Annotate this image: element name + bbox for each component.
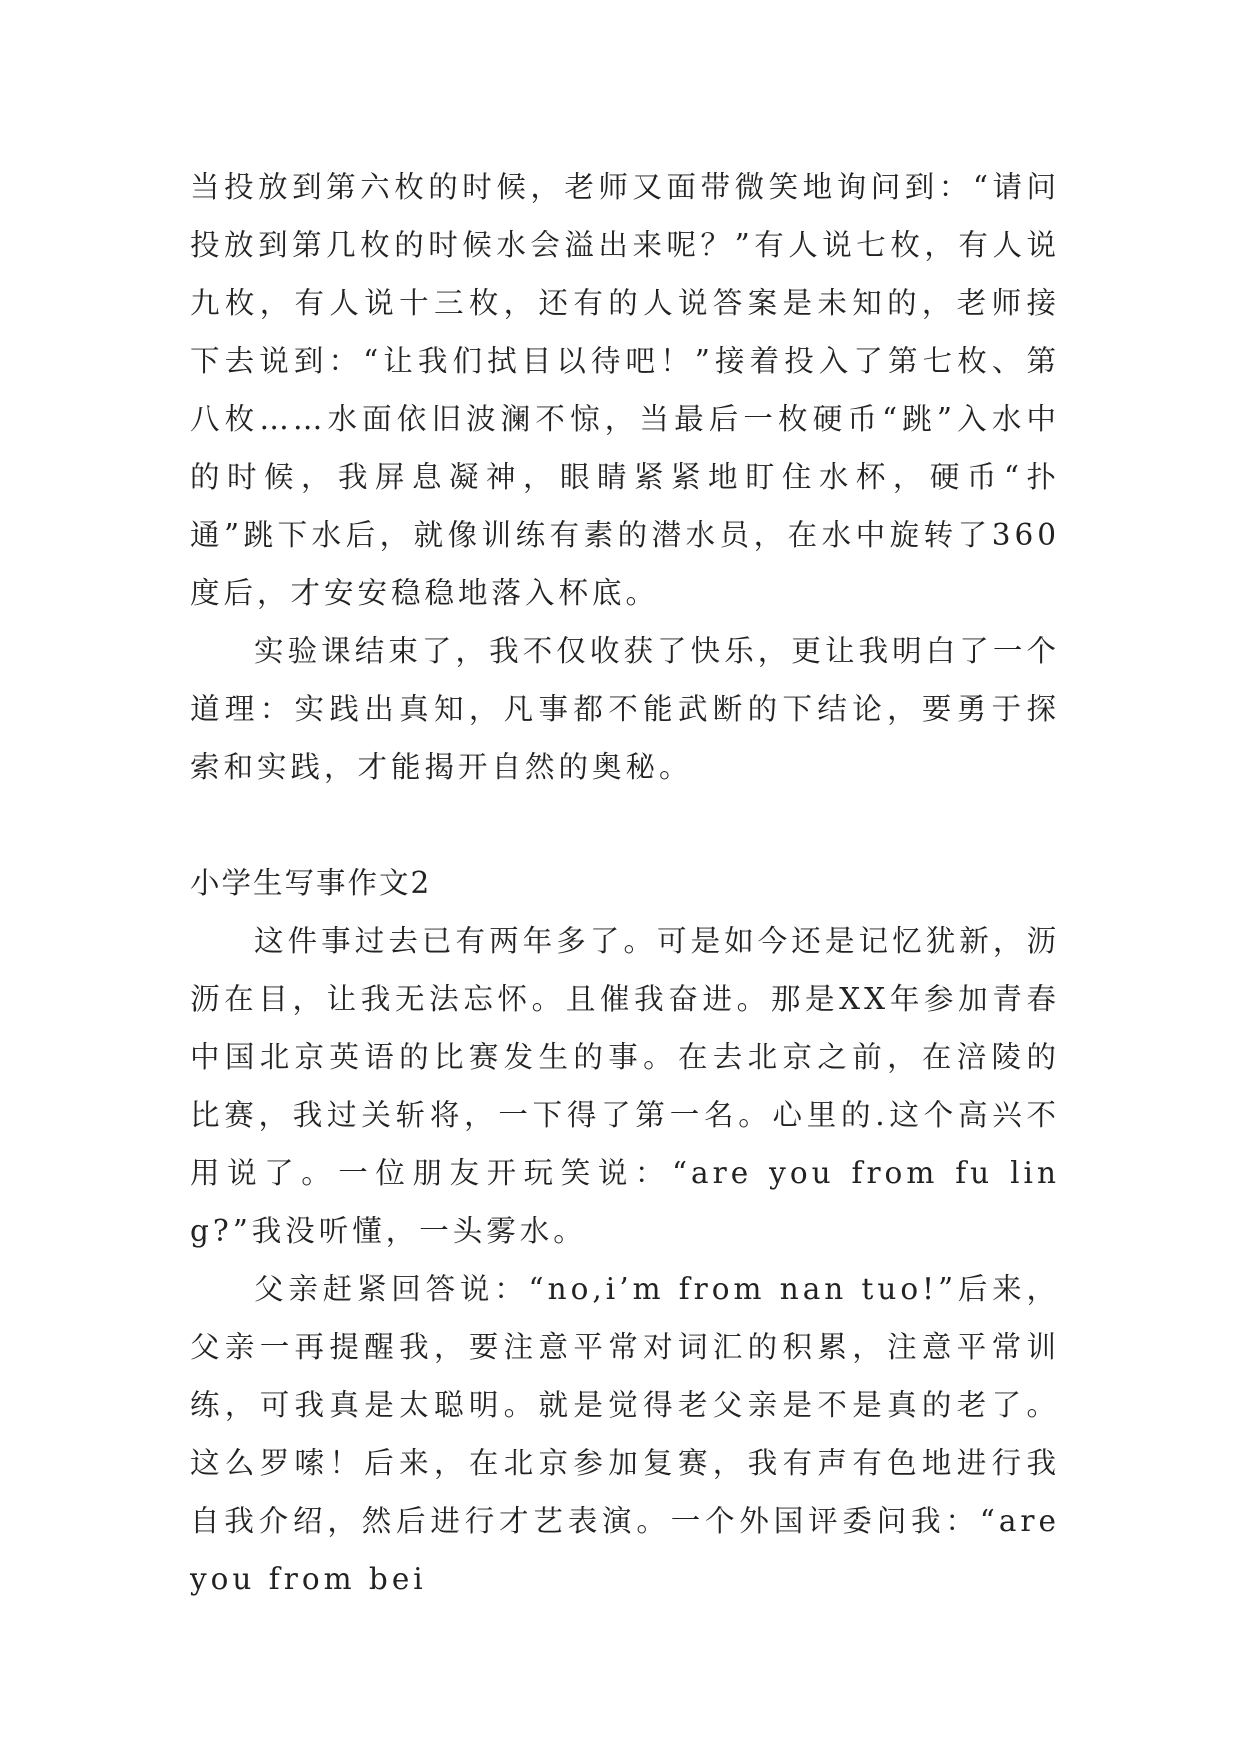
blank-line — [190, 796, 1060, 854]
paragraph-coin-experiment: 当投放到第六枚的时候，老师又面带微笑地询问到：“请问投放到第几枚的时候水会溢出来呢？”有人说七枚，有人说九枚，有人说十三枚，还有的人说答案是未知的，老师接下去说到：“让我们拭目以待吧！”接着投入了第七枚、第八枚……水面依旧波澜不惊，当最后一枚硬币“跳”入水中的时候，我屏息凝神，眼睛紧紧地盯住水杯，硬币“扑通”跳下水后，就像训练有素的潜水员，在水中旋转了360度后，才安安稳稳地落入杯底。 — [190, 170, 1060, 610]
document-body — [190, 158, 1060, 1608]
essay-title: 小学生写事作文2 — [190, 866, 432, 900]
paragraph-competition: 这件事过去已有两年多了。可是如今还是记忆犹新，沥沥在目，让我无法忘怀。且催我奋进。那是XX年参加青春中国北京英语的比赛发生的事。在去北京之前，在涪陵的比赛，我过关斩将，一下得了第一名。心里的.这个高兴不用说了。一位朋友开玩笑说：“are you from fu ling?”我没听懂，一头雾水。 — [190, 924, 1060, 1248]
paragraph-conclusion: 实验课结束了，我不仅收获了快乐，更让我明白了一个道理：实践出真知，凡事都不能武断的下结论，要勇于探索和实践，才能揭开自然的奥秘。 — [190, 634, 1060, 784]
paragraph-father-reply: 父亲赶紧回答说：“no,i’m from nan tuo!”后来，父亲一再提醒我，要注意平常对词汇的积累，注意平常训练，可我真是太聪明。就是觉得老父亲是不是真的老了。这么罗嗦！后来，在北京参加复赛，我有声有色地进行我自我介绍，然后进行才艺表演。一个外国评委问我：“are you from bei — [190, 1272, 1060, 1596]
